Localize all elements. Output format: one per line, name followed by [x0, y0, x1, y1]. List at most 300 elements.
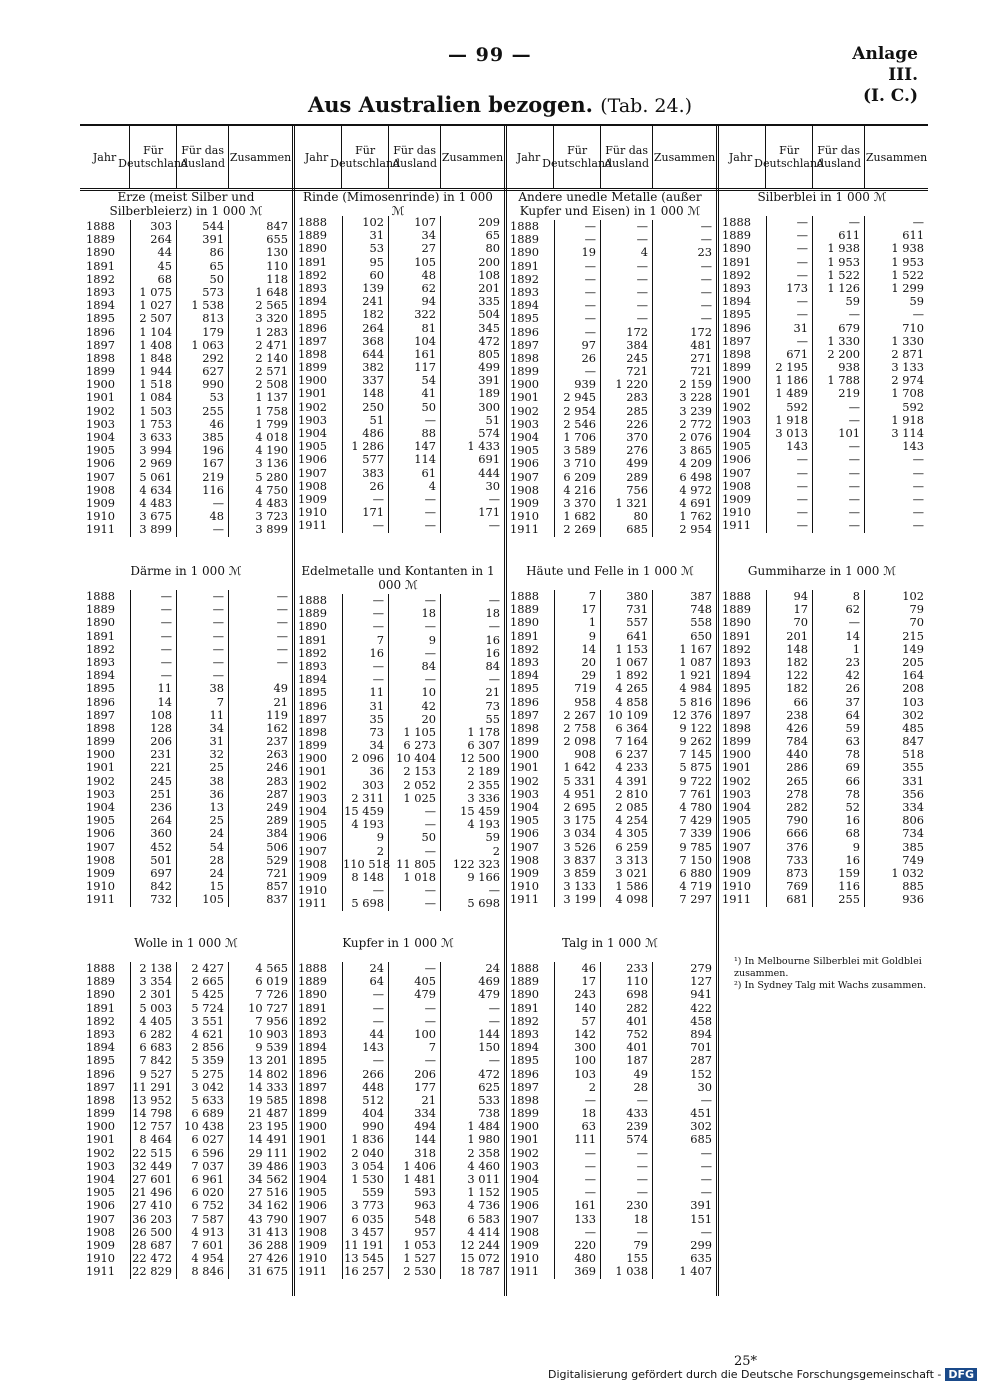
table-row	[292, 387, 504, 400]
year-cell: 1892	[86, 271, 115, 286]
value-cell: —	[812, 308, 864, 321]
value-cell: 266	[342, 1068, 388, 1081]
section-rows	[80, 962, 292, 1279]
value-cell: 119	[228, 709, 292, 722]
value-cell: 16	[440, 647, 504, 660]
value-cell: 13 201	[228, 1054, 292, 1067]
value-cell: 479	[388, 988, 440, 1001]
year-cell: 1905	[86, 443, 115, 458]
value-cell: 4 391	[600, 775, 652, 788]
year-cell: 1890	[510, 615, 539, 630]
year-cell: 1904	[86, 800, 115, 814]
year-cell: 1906	[722, 826, 751, 841]
value-cell: 2 076	[652, 431, 716, 444]
value-cell: 574	[600, 1133, 652, 1146]
year-cell: 1897	[86, 1079, 115, 1094]
year-cell: 1905	[722, 813, 751, 828]
header-zusammen: Zusammen	[653, 150, 716, 164]
year-cell: 1896	[298, 320, 327, 335]
value-cell: —	[176, 669, 228, 682]
year-cell: 1901	[86, 760, 115, 775]
year-cell: 1890	[510, 245, 539, 260]
value-cell: 1 980	[440, 1133, 504, 1146]
table-row	[80, 841, 292, 854]
value-cell: —	[176, 616, 228, 629]
table-row	[504, 1265, 716, 1278]
table-row	[80, 682, 292, 695]
table-row	[504, 457, 716, 470]
year-cell: 1899	[298, 1106, 327, 1121]
value-cell: 3 675	[130, 510, 176, 523]
year-cell: 1897	[298, 711, 327, 726]
value-cell: 990	[342, 1120, 388, 1133]
table-section	[80, 936, 292, 1279]
table-row	[716, 643, 928, 656]
value-cell: —	[554, 299, 600, 312]
year-cell: 1902	[298, 1145, 327, 1160]
title-tab: (Tab. 24.)	[600, 95, 693, 117]
value-cell: 6 273	[388, 739, 440, 752]
table-row	[80, 1213, 292, 1226]
value-cell: 70	[766, 616, 812, 629]
header-deutschland: Für Deutschland	[342, 126, 389, 188]
value-cell: 1 084	[130, 391, 176, 404]
year-cell: 1908	[510, 852, 539, 867]
value-cell: —	[388, 673, 440, 686]
value-cell: —	[864, 493, 928, 506]
table-row	[292, 620, 504, 633]
value-cell: 894	[652, 1028, 716, 1041]
year-cell: 1897	[298, 333, 327, 348]
value-cell: —	[388, 884, 440, 897]
value-cell: 26	[812, 682, 864, 695]
section-rows	[80, 220, 292, 537]
table-column-1	[80, 126, 295, 1296]
value-cell: —	[812, 453, 864, 466]
year-cell: 1894	[722, 294, 751, 309]
value-cell: —	[176, 497, 228, 510]
value-cell: 1 299	[864, 282, 928, 295]
table-row	[716, 322, 928, 335]
year-cell: 1889	[298, 606, 327, 621]
year-cell: 1896	[86, 694, 115, 709]
year-cell: 1907	[86, 839, 115, 854]
value-cell: 3 837	[554, 854, 600, 867]
value-cell: 738	[440, 1107, 504, 1120]
value-cell: 7	[342, 634, 388, 647]
value-cell: 7	[176, 696, 228, 709]
value-cell: 1 944	[130, 365, 176, 378]
value-cell: 66	[812, 775, 864, 788]
year-cell: 1898	[510, 720, 539, 735]
value-cell: 105	[176, 893, 228, 906]
value-cell: —	[388, 414, 440, 427]
table-row	[292, 1002, 504, 1015]
year-cell: 1904	[86, 430, 115, 444]
value-cell: —	[766, 216, 812, 229]
value-cell: 3 313	[600, 854, 652, 867]
value-cell: 3 994	[130, 444, 176, 457]
value-cell: 4 216	[554, 484, 600, 497]
value-cell: 6 364	[600, 722, 652, 735]
year-cell: 1893	[86, 1026, 115, 1041]
value-cell: —	[130, 656, 176, 669]
value-cell: —	[176, 603, 228, 616]
value-cell: 3 034	[554, 827, 600, 840]
table-row	[504, 988, 716, 1001]
value-cell: 62	[388, 282, 440, 295]
value-cell: 1 892	[600, 669, 652, 682]
value-cell: 908	[554, 748, 600, 761]
value-cell: 143	[766, 440, 812, 453]
value-cell: 1 067	[600, 656, 652, 669]
year-cell: 1891	[722, 254, 751, 269]
year-cell: 1898	[298, 724, 327, 739]
value-cell: 26 500	[130, 1226, 176, 1239]
value-cell: 10 404	[388, 752, 440, 765]
table-row	[716, 387, 928, 400]
table-row	[292, 1226, 504, 1239]
value-cell: 1 522	[812, 269, 864, 282]
value-cell: 59	[812, 722, 864, 735]
year-cell: 1909	[722, 491, 751, 506]
value-cell: 79	[600, 1239, 652, 1252]
year-cell: 1911	[298, 1264, 327, 1279]
value-cell: 303	[342, 779, 388, 792]
value-cell: 7 587	[176, 1213, 228, 1226]
year-cell: 1890	[510, 987, 539, 1002]
value-cell: 14	[812, 630, 864, 643]
header-zusammen: Zusammen	[229, 150, 292, 164]
value-cell: 1 330	[812, 335, 864, 348]
year-cell: 1892	[298, 1013, 327, 1028]
year-cell: 1906	[510, 826, 539, 841]
value-cell: 734	[864, 827, 928, 840]
value-cell: 2 200	[812, 348, 864, 361]
value-cell: 433	[600, 1107, 652, 1120]
value-cell: 24	[342, 962, 388, 975]
value-cell: 641	[600, 630, 652, 643]
value-cell: 263	[228, 748, 292, 761]
value-cell: 255	[176, 405, 228, 418]
value-cell: 479	[440, 988, 504, 1001]
value-cell: 472	[440, 1068, 504, 1081]
section-title: Kupfer in 1 000 ℳ	[342, 936, 454, 950]
value-cell: 1 788	[812, 374, 864, 387]
value-cell: —	[228, 656, 292, 669]
value-cell: 4 483	[130, 497, 176, 510]
table-row	[504, 273, 716, 286]
value-cell: 499	[600, 457, 652, 470]
value-cell: 161	[554, 1199, 600, 1212]
year-cell: 1901	[510, 390, 539, 405]
value-cell: 5 698	[342, 897, 388, 910]
value-cell: 19	[554, 246, 600, 259]
value-cell: 171	[440, 506, 504, 519]
value-cell: 331	[864, 775, 928, 788]
value-cell: 337	[342, 374, 388, 387]
value-cell: 282	[600, 1002, 652, 1015]
year-cell: 1911	[510, 1264, 539, 1279]
value-cell: 593	[388, 1186, 440, 1199]
value-cell: —	[652, 220, 716, 233]
value-cell: 68	[812, 827, 864, 840]
value-cell: 813	[176, 312, 228, 325]
value-cell: 11	[176, 709, 228, 722]
value-cell: 401	[600, 1015, 652, 1028]
value-cell: 1 522	[864, 269, 928, 282]
value-cell: 289	[228, 814, 292, 827]
table-row	[504, 761, 716, 774]
value-cell: 1 953	[864, 256, 928, 269]
value-cell: 5 875	[652, 761, 716, 774]
year-cell: 1901	[86, 1132, 115, 1147]
year-cell: 1891	[86, 628, 115, 643]
value-cell: 57	[554, 1015, 600, 1028]
value-cell: 1 321	[600, 497, 652, 510]
value-cell: 2 871	[864, 348, 928, 361]
value-cell: —	[600, 1160, 652, 1173]
section-rows	[80, 590, 292, 907]
table-column-2	[292, 126, 507, 1296]
value-cell: 731	[600, 603, 652, 616]
year-cell: 1891	[86, 258, 115, 273]
value-cell: 380	[600, 590, 652, 603]
value-cell: 73	[342, 726, 388, 739]
value-cell: —	[228, 630, 292, 643]
section-title: Andere unedle Metalle (außer Kupfer und Eisen) in 1 000 ℳ	[518, 190, 702, 218]
value-cell: 5 275	[176, 1068, 228, 1081]
value-cell: 4	[388, 480, 440, 493]
year-cell: 1899	[298, 738, 327, 753]
year-cell: 1907	[86, 1211, 115, 1226]
value-cell: 4 018	[228, 431, 292, 444]
value-cell: 110	[600, 975, 652, 988]
value-cell: 50	[388, 831, 440, 844]
value-cell: 8 464	[130, 1133, 176, 1146]
value-cell: 1 503	[130, 405, 176, 418]
year-cell: 1902	[722, 399, 751, 414]
value-cell: 161	[388, 348, 440, 361]
value-cell: —	[342, 660, 388, 673]
value-cell: —	[554, 260, 600, 273]
table-section	[292, 936, 504, 1279]
value-cell: 60	[342, 269, 388, 282]
value-cell: 1 682	[554, 510, 600, 523]
year-cell: 1894	[510, 1040, 539, 1055]
value-cell: 6 259	[600, 841, 652, 854]
value-cell: 144	[440, 1028, 504, 1041]
value-cell: 28 687	[130, 1239, 176, 1252]
value-cell: 245	[600, 352, 652, 365]
value-cell: 16	[440, 634, 504, 647]
header-zusammen: Zusammen	[865, 150, 928, 164]
year-cell: 1906	[510, 456, 539, 471]
value-cell: —	[652, 233, 716, 246]
value-cell: 206	[388, 1068, 440, 1081]
value-cell: 219	[176, 471, 228, 484]
table-row	[716, 256, 928, 269]
value-cell: 719	[554, 682, 600, 695]
value-cell: 2 507	[130, 312, 176, 325]
value-cell: 1 538	[176, 299, 228, 312]
value-cell: 2	[440, 845, 504, 858]
value-cell: 147	[388, 440, 440, 453]
table-row	[292, 1213, 504, 1226]
value-cell: 103	[864, 696, 928, 709]
value-cell: 20	[554, 656, 600, 669]
value-cell: 69	[812, 761, 864, 774]
table-row	[80, 1226, 292, 1239]
value-cell: 1 286	[342, 440, 388, 453]
value-cell: 4 405	[130, 1015, 176, 1028]
value-cell: 302	[652, 1120, 716, 1133]
value-cell: 36	[176, 788, 228, 801]
value-cell: 148	[766, 643, 812, 656]
value-cell: 31	[766, 322, 812, 335]
value-cell: 133	[554, 1213, 600, 1226]
year-cell: 1907	[298, 1211, 327, 1226]
value-cell: —	[652, 1094, 716, 1107]
value-cell: —	[440, 594, 504, 607]
value-cell: 481	[652, 339, 716, 352]
value-cell: —	[342, 607, 388, 620]
year-cell: 1897	[510, 707, 539, 722]
year-cell: 1894	[298, 294, 327, 309]
value-cell: 285	[600, 405, 652, 418]
value-cell: 625	[440, 1081, 504, 1094]
value-cell: —	[388, 897, 440, 910]
value-cell: —	[600, 312, 652, 325]
year-cell: 1896	[722, 320, 751, 335]
value-cell: 360	[130, 827, 176, 840]
value-cell: 938	[812, 361, 864, 374]
value-cell: 30	[652, 1081, 716, 1094]
value-cell: —	[388, 1054, 440, 1067]
value-cell: —	[440, 519, 504, 532]
dfg-logo: DFG	[945, 1368, 977, 1381]
year-cell: 1911	[722, 518, 751, 533]
value-cell: 26	[554, 352, 600, 365]
value-cell: —	[440, 620, 504, 633]
value-cell: 1 406	[388, 1160, 440, 1173]
value-cell: 544	[176, 220, 228, 233]
value-cell: 7 037	[176, 1160, 228, 1173]
value-cell: 264	[342, 322, 388, 335]
value-cell: 17	[766, 603, 812, 616]
value-cell: 4 972	[652, 484, 716, 497]
value-cell: 9 539	[228, 1041, 292, 1054]
value-cell: 130	[228, 246, 292, 259]
value-cell: 100	[554, 1054, 600, 1067]
value-cell: 25	[176, 761, 228, 774]
value-cell: —	[176, 630, 228, 643]
table-row	[80, 1199, 292, 1212]
year-cell: 1897	[86, 337, 115, 352]
value-cell: 34 562	[228, 1173, 292, 1186]
value-cell: 4 954	[176, 1252, 228, 1265]
year-cell: 1892	[510, 641, 539, 656]
value-cell: 1 706	[554, 431, 600, 444]
value-cell: 28	[176, 854, 228, 867]
table-row	[80, 1015, 292, 1028]
value-cell: 6 752	[176, 1199, 228, 1212]
value-cell: 107	[388, 216, 440, 229]
year-cell: 1908	[86, 852, 115, 867]
value-cell: 655	[228, 233, 292, 246]
table-row	[80, 709, 292, 722]
value-cell: 179	[176, 326, 228, 339]
value-cell: 53	[176, 391, 228, 404]
year-cell: 1893	[510, 1026, 539, 1041]
year-cell: 1892	[86, 1013, 115, 1028]
value-cell: 144	[388, 1133, 440, 1146]
value-cell: 2 772	[652, 418, 716, 431]
value-cell: 36 288	[228, 1239, 292, 1252]
value-cell: 215	[864, 630, 928, 643]
value-cell: 61	[388, 467, 440, 480]
value-cell: —	[130, 616, 176, 629]
value-cell: 29	[554, 669, 600, 682]
year-cell: 1897	[298, 1079, 327, 1094]
value-cell: 2 195	[766, 361, 812, 374]
table-row	[716, 696, 928, 709]
year-cell: 1899	[510, 734, 539, 749]
value-cell: 873	[766, 867, 812, 880]
year-cell: 1891	[722, 628, 751, 643]
year-cell: 1891	[510, 258, 539, 273]
year-cell: 1894	[86, 298, 115, 313]
table-row	[292, 779, 504, 792]
value-cell: 12 244	[440, 1239, 504, 1252]
anlage-line-1: Anlage III.	[852, 44, 918, 85]
year-cell: 1901	[298, 1132, 327, 1147]
value-cell: 219	[812, 387, 864, 400]
year-cell: 1909	[298, 491, 327, 506]
value-cell: 11 191	[342, 1239, 388, 1252]
year-cell: 1911	[86, 522, 115, 537]
year-cell: 1911	[510, 892, 539, 907]
value-cell: 2 508	[228, 378, 292, 391]
value-cell: 472	[440, 335, 504, 348]
value-cell: 23	[812, 656, 864, 669]
value-cell: 1 848	[130, 352, 176, 365]
value-cell: 226	[600, 418, 652, 431]
value-cell: 13	[176, 801, 228, 814]
year-cell: 1899	[86, 1106, 115, 1121]
value-cell: —	[388, 845, 440, 858]
value-cell: 752	[600, 1028, 652, 1041]
value-cell: 34	[342, 739, 388, 752]
value-cell: 7 150	[652, 854, 716, 867]
table-row	[504, 827, 716, 840]
value-cell: —	[554, 273, 600, 286]
value-cell: 42	[388, 700, 440, 713]
value-cell: 939	[554, 378, 600, 391]
value-cell: —	[176, 590, 228, 603]
value-cell: 2	[554, 1081, 600, 1094]
table-row	[504, 841, 716, 854]
year-cell: 1893	[722, 280, 751, 295]
value-cell: 182	[766, 682, 812, 695]
year-cell: 1896	[510, 1066, 539, 1081]
value-cell: 3 457	[342, 1226, 388, 1239]
value-cell: 237	[228, 735, 292, 748]
value-cell: —	[176, 656, 228, 669]
value-cell: 20	[388, 713, 440, 726]
value-cell: 2 085	[600, 801, 652, 814]
value-cell: 122	[766, 669, 812, 682]
